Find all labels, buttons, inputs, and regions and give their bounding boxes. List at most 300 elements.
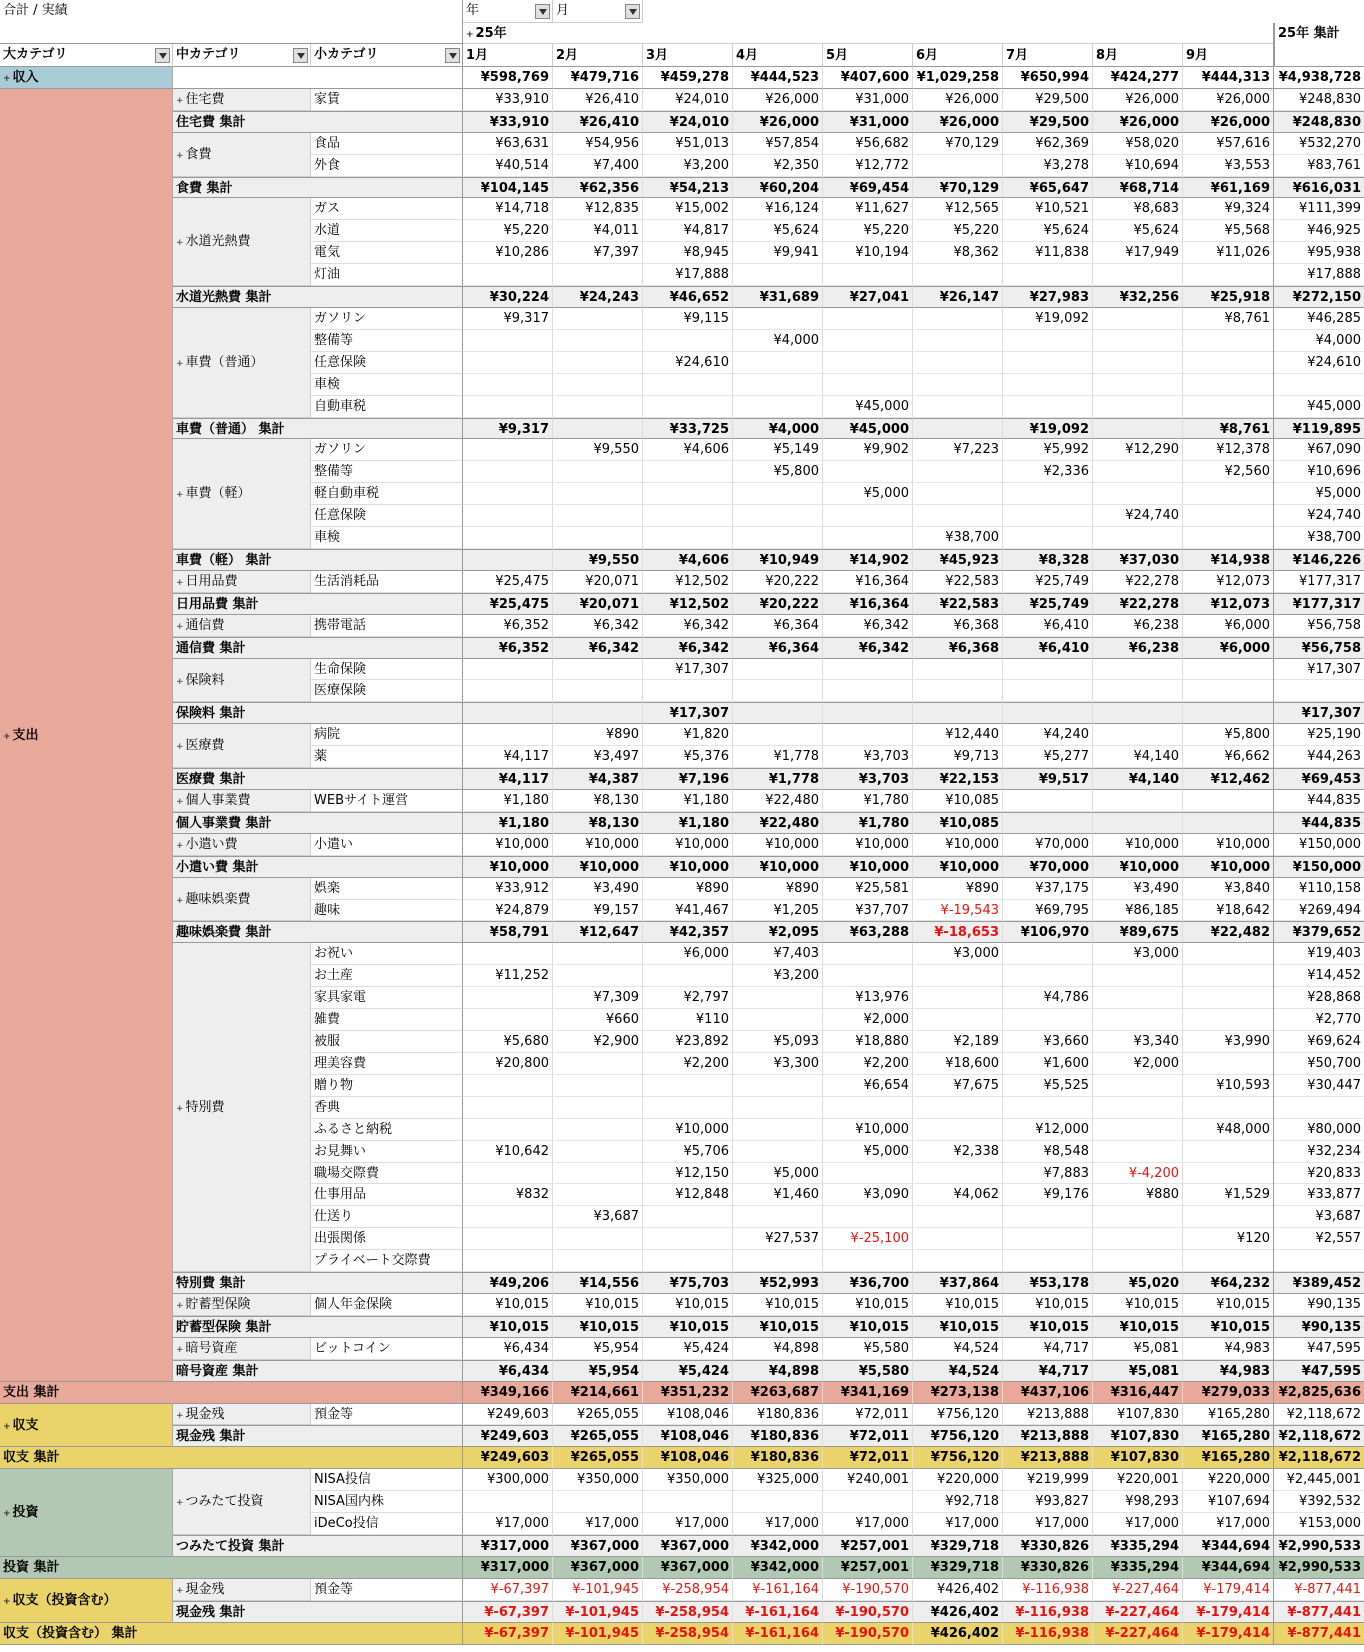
value-cell[interactable]: [823, 177, 913, 198]
value-cell[interactable]: [913, 505, 1003, 527]
row-total-cell[interactable]: [1274, 1513, 1364, 1535]
value-cell[interactable]: [1183, 264, 1274, 286]
expand-icon[interactable]: +: [176, 677, 184, 687]
row-total-cell[interactable]: [1274, 177, 1364, 198]
value-cell[interactable]: [733, 330, 823, 352]
value-cell[interactable]: [643, 1360, 733, 1382]
value-cell[interactable]: [1003, 1491, 1093, 1513]
value-cell[interactable]: [823, 987, 913, 1009]
value-cell[interactable]: [1183, 1360, 1274, 1382]
value-cell[interactable]: [643, 439, 733, 461]
value-cell[interactable]: [733, 878, 823, 900]
col-header-large[interactable]: [0, 44, 173, 67]
value-cell[interactable]: [913, 133, 1003, 155]
small-category[interactable]: [311, 1119, 463, 1141]
expand-icon[interactable]: +: [466, 30, 474, 40]
value-cell[interactable]: [1003, 1447, 1093, 1469]
value-cell[interactable]: [1093, 1250, 1183, 1272]
value-cell[interactable]: [1093, 1119, 1183, 1141]
value-cell[interactable]: [1183, 483, 1274, 505]
value-cell[interactable]: [553, 1447, 643, 1469]
value-cell[interactable]: [823, 1579, 913, 1601]
value-cell[interactable]: [1183, 1316, 1274, 1338]
filter-dropdown-icon[interactable]: [535, 4, 550, 19]
value-cell[interactable]: [1003, 1535, 1093, 1557]
value-cell[interactable]: [1183, 198, 1274, 220]
row-total-cell[interactable]: [1274, 900, 1364, 921]
value-cell[interactable]: [823, 1031, 913, 1053]
value-cell[interactable]: [913, 352, 1003, 374]
value-cell[interactable]: [1093, 1447, 1183, 1469]
value-cell[interactable]: [733, 593, 823, 615]
value-cell[interactable]: [733, 680, 823, 702]
value-cell[interactable]: [553, 1009, 643, 1031]
value-cell[interactable]: [913, 111, 1003, 133]
value-cell[interactable]: [733, 812, 823, 834]
value-cell[interactable]: [1003, 615, 1093, 637]
value-cell[interactable]: [1183, 1075, 1274, 1097]
value-cell[interactable]: [1003, 89, 1093, 111]
value-cell[interactable]: [1003, 1053, 1093, 1075]
value-cell[interactable]: [1183, 1447, 1274, 1469]
small-category[interactable]: [311, 615, 463, 637]
value-cell[interactable]: [1003, 1184, 1093, 1206]
value-cell[interactable]: [1183, 1272, 1274, 1294]
value-cell[interactable]: [1183, 834, 1274, 856]
value-cell[interactable]: [733, 1250, 823, 1272]
row-total-cell[interactable]: [1274, 746, 1364, 768]
value-cell[interactable]: [463, 746, 553, 768]
value-cell[interactable]: [463, 987, 553, 1009]
value-cell[interactable]: [733, 1141, 823, 1163]
value-cell[interactable]: [643, 943, 733, 965]
value-cell[interactable]: [1093, 396, 1183, 418]
value-cell[interactable]: [643, 352, 733, 374]
value-cell[interactable]: [643, 155, 733, 177]
value-cell[interactable]: [553, 1316, 643, 1338]
value-cell[interactable]: [553, 1184, 643, 1206]
value-cell[interactable]: [463, 264, 553, 286]
value-cell[interactable]: [1003, 680, 1093, 702]
value-cell[interactable]: [1003, 198, 1093, 220]
value-cell[interactable]: [1183, 220, 1274, 242]
value-cell[interactable]: [643, 1623, 733, 1645]
row-total-cell[interactable]: [1274, 352, 1364, 374]
value-cell[interactable]: [553, 1491, 643, 1513]
value-cell[interactable]: [913, 1053, 1003, 1075]
filter-dropdown-icon[interactable]: [155, 48, 170, 63]
row-total-cell[interactable]: [1274, 1338, 1364, 1360]
value-cell[interactable]: [1183, 155, 1274, 177]
value-cell[interactable]: [1093, 155, 1183, 177]
value-cell[interactable]: [463, 768, 553, 790]
value-cell[interactable]: [913, 177, 1003, 198]
value-cell[interactable]: [823, 374, 913, 396]
row-total-cell[interactable]: [1274, 242, 1364, 264]
row-total-cell[interactable]: [1274, 133, 1364, 155]
row-total-cell[interactable]: [1274, 724, 1364, 746]
value-cell[interactable]: [913, 155, 1003, 177]
small-category[interactable]: [311, 1206, 463, 1228]
value-cell[interactable]: [913, 571, 1003, 593]
value-cell[interactable]: [553, 812, 643, 834]
value-cell[interactable]: [733, 790, 823, 812]
row-total-cell[interactable]: [1274, 220, 1364, 242]
value-cell[interactable]: [1183, 1294, 1274, 1316]
value-cell[interactable]: [553, 1513, 643, 1535]
value-cell[interactable]: [823, 133, 913, 155]
value-cell[interactable]: [1183, 724, 1274, 746]
month-header[interactable]: [1003, 44, 1093, 67]
value-cell[interactable]: [463, 943, 553, 965]
value-cell[interactable]: [733, 987, 823, 1009]
value-cell[interactable]: [1093, 1141, 1183, 1163]
row-total-cell[interactable]: [1274, 286, 1364, 308]
value-cell[interactable]: [643, 1009, 733, 1031]
value-cell[interactable]: [733, 1469, 823, 1491]
value-cell[interactable]: [1093, 1535, 1183, 1557]
value-cell[interactable]: [733, 67, 823, 89]
value-cell[interactable]: [1003, 1250, 1093, 1272]
value-cell[interactable]: [1003, 571, 1093, 593]
category-income[interactable]: [0, 67, 173, 89]
value-cell[interactable]: [913, 1206, 1003, 1228]
small-category[interactable]: [311, 527, 463, 549]
value-cell[interactable]: [913, 1601, 1003, 1623]
month-header[interactable]: [913, 44, 1003, 67]
row-total-cell[interactable]: [1274, 878, 1364, 900]
value-cell[interactable]: [1183, 1557, 1274, 1579]
value-cell[interactable]: [1183, 702, 1274, 724]
value-cell[interactable]: [1183, 133, 1274, 155]
value-cell[interactable]: [733, 527, 823, 549]
value-cell[interactable]: [1093, 878, 1183, 900]
value-cell[interactable]: [1183, 921, 1274, 943]
value-cell[interactable]: [823, 461, 913, 483]
value-cell[interactable]: [1183, 1535, 1274, 1557]
row-total-cell[interactable]: [1274, 308, 1364, 330]
value-cell[interactable]: [643, 1316, 733, 1338]
expand-icon[interactable]: +: [176, 151, 184, 161]
value-cell[interactable]: [1183, 1250, 1274, 1272]
value-cell[interactable]: [643, 505, 733, 527]
value-cell[interactable]: [643, 1097, 733, 1119]
value-cell[interactable]: [463, 1075, 553, 1097]
value-cell[interactable]: [1093, 374, 1183, 396]
value-cell[interactable]: [643, 286, 733, 308]
value-cell[interactable]: [463, 1404, 553, 1425]
value-cell[interactable]: [1003, 1425, 1093, 1447]
small-category[interactable]: [311, 1031, 463, 1053]
value-cell[interactable]: [1093, 1360, 1183, 1382]
value-cell[interactable]: [913, 1579, 1003, 1601]
value-cell[interactable]: [1003, 505, 1093, 527]
value-cell[interactable]: [1183, 878, 1274, 900]
value-cell[interactable]: [913, 439, 1003, 461]
value-cell[interactable]: [643, 242, 733, 264]
value-cell[interactable]: [553, 1075, 643, 1097]
value-cell[interactable]: [733, 900, 823, 921]
value-cell[interactable]: [1093, 702, 1183, 724]
value-cell[interactable]: [913, 396, 1003, 418]
value-cell[interactable]: [1093, 659, 1183, 680]
value-cell[interactable]: [553, 680, 643, 702]
value-cell[interactable]: [913, 198, 1003, 220]
small-category[interactable]: [311, 965, 463, 987]
row-total-cell[interactable]: [1274, 680, 1364, 702]
value-cell[interactable]: [463, 1206, 553, 1228]
value-cell[interactable]: [913, 1623, 1003, 1645]
filter-dropdown-icon[interactable]: [445, 48, 460, 63]
value-cell[interactable]: [1183, 1382, 1274, 1404]
value-cell[interactable]: [1093, 571, 1183, 593]
value-cell[interactable]: [733, 461, 823, 483]
value-cell[interactable]: [1093, 812, 1183, 834]
small-category[interactable]: [311, 1250, 463, 1272]
value-cell[interactable]: [1183, 1404, 1274, 1425]
mid-category[interactable]: [173, 834, 311, 856]
value-cell[interactable]: [643, 1579, 733, 1601]
value-cell[interactable]: [1093, 1163, 1183, 1184]
value-cell[interactable]: [1003, 418, 1093, 439]
value-cell[interactable]: [1093, 352, 1183, 374]
value-cell[interactable]: [463, 1623, 553, 1645]
value-cell[interactable]: [1003, 155, 1093, 177]
value-cell[interactable]: [1183, 746, 1274, 768]
value-cell[interactable]: [823, 111, 913, 133]
value-cell[interactable]: [823, 1513, 913, 1535]
small-category[interactable]: [311, 461, 463, 483]
value-cell[interactable]: [463, 1557, 553, 1579]
value-cell[interactable]: [553, 505, 643, 527]
value-cell[interactable]: [463, 1382, 553, 1404]
value-cell[interactable]: [913, 461, 1003, 483]
value-cell[interactable]: [733, 571, 823, 593]
row-total-cell[interactable]: [1274, 1075, 1364, 1097]
value-cell[interactable]: [1183, 593, 1274, 615]
value-cell[interactable]: [1003, 856, 1093, 878]
value-cell[interactable]: [1093, 724, 1183, 746]
value-cell[interactable]: [1003, 220, 1093, 242]
value-cell[interactable]: [463, 177, 553, 198]
value-cell[interactable]: [1093, 987, 1183, 1009]
category-group[interactable]: [0, 1579, 173, 1623]
row-total-cell[interactable]: [1274, 659, 1364, 680]
value-cell[interactable]: [1003, 768, 1093, 790]
value-cell[interactable]: [643, 308, 733, 330]
value-cell[interactable]: [643, 1601, 733, 1623]
value-cell[interactable]: [1093, 965, 1183, 987]
value-cell[interactable]: [463, 680, 553, 702]
value-cell[interactable]: [913, 615, 1003, 637]
value-cell[interactable]: [913, 768, 1003, 790]
value-cell[interactable]: [1003, 1513, 1093, 1535]
mid-category[interactable]: [173, 1338, 311, 1360]
value-cell[interactable]: [733, 856, 823, 878]
value-cell[interactable]: [733, 1447, 823, 1469]
value-cell[interactable]: [823, 1404, 913, 1425]
value-cell[interactable]: [1183, 856, 1274, 878]
month-header[interactable]: [553, 44, 643, 67]
value-cell[interactable]: [553, 67, 643, 89]
value-cell[interactable]: [1183, 1338, 1274, 1360]
value-cell[interactable]: [1003, 724, 1093, 746]
value-cell[interactable]: [1093, 220, 1183, 242]
value-cell[interactable]: [643, 1338, 733, 1360]
value-cell[interactable]: [1093, 593, 1183, 615]
value-cell[interactable]: [643, 1053, 733, 1075]
value-cell[interactable]: [913, 242, 1003, 264]
row-total-cell[interactable]: [1274, 615, 1364, 637]
value-cell[interactable]: [1183, 1425, 1274, 1447]
value-cell[interactable]: [733, 1053, 823, 1075]
value-cell[interactable]: [1003, 527, 1093, 549]
small-category[interactable]: [311, 1009, 463, 1031]
value-cell[interactable]: [823, 505, 913, 527]
month-header[interactable]: [733, 44, 823, 67]
value-cell[interactable]: [1003, 264, 1093, 286]
value-cell[interactable]: [643, 1228, 733, 1250]
value-cell[interactable]: [463, 878, 553, 900]
value-cell[interactable]: [1183, 1119, 1274, 1141]
value-cell[interactable]: [1183, 177, 1274, 198]
value-cell[interactable]: [1003, 374, 1093, 396]
value-cell[interactable]: [463, 396, 553, 418]
value-cell[interactable]: [1183, 1491, 1274, 1513]
small-category[interactable]: [311, 220, 463, 242]
value-cell[interactable]: [1183, 242, 1274, 264]
row-total-cell[interactable]: [1274, 111, 1364, 133]
value-cell[interactable]: [463, 1316, 553, 1338]
value-cell[interactable]: [1093, 111, 1183, 133]
value-cell[interactable]: [643, 220, 733, 242]
value-cell[interactable]: [823, 637, 913, 659]
mid-category[interactable]: [173, 615, 311, 637]
value-cell[interactable]: [913, 1228, 1003, 1250]
value-cell[interactable]: [823, 834, 913, 856]
row-total-cell[interactable]: [1274, 856, 1364, 878]
value-cell[interactable]: [553, 1557, 643, 1579]
small-category[interactable]: [311, 1053, 463, 1075]
value-cell[interactable]: [463, 1053, 553, 1075]
value-cell[interactable]: [733, 1184, 823, 1206]
value-cell[interactable]: [463, 724, 553, 746]
value-cell[interactable]: [643, 593, 733, 615]
value-cell[interactable]: [823, 1206, 913, 1228]
expand-icon[interactable]: +: [176, 1586, 184, 1596]
value-cell[interactable]: [643, 1031, 733, 1053]
value-cell[interactable]: [553, 242, 643, 264]
value-cell[interactable]: [1183, 1623, 1274, 1645]
value-cell[interactable]: [913, 724, 1003, 746]
category-group[interactable]: [0, 1469, 173, 1557]
expand-icon[interactable]: +: [176, 96, 184, 106]
value-cell[interactable]: [823, 1075, 913, 1097]
value-cell[interactable]: [553, 264, 643, 286]
value-cell[interactable]: [913, 834, 1003, 856]
value-cell[interactable]: [643, 89, 733, 111]
value-cell[interactable]: [913, 812, 1003, 834]
value-cell[interactable]: [823, 1535, 913, 1557]
mid-category[interactable]: [173, 1404, 311, 1425]
value-cell[interactable]: [913, 1141, 1003, 1163]
value-cell[interactable]: [1183, 1053, 1274, 1075]
value-cell[interactable]: [733, 1535, 823, 1557]
value-cell[interactable]: [643, 1382, 733, 1404]
value-cell[interactable]: [1003, 1579, 1093, 1601]
value-cell[interactable]: [1093, 264, 1183, 286]
small-category[interactable]: [311, 790, 463, 812]
value-cell[interactable]: [1093, 1382, 1183, 1404]
row-total-cell[interactable]: [1274, 527, 1364, 549]
value-cell[interactable]: [643, 1447, 733, 1469]
value-cell[interactable]: [823, 1360, 913, 1382]
value-cell[interactable]: [553, 878, 643, 900]
value-cell[interactable]: [733, 418, 823, 439]
value-cell[interactable]: [1093, 615, 1183, 637]
value-cell[interactable]: [1093, 1579, 1183, 1601]
value-cell[interactable]: [643, 1250, 733, 1272]
value-cell[interactable]: [1003, 987, 1093, 1009]
value-cell[interactable]: [553, 921, 643, 943]
value-cell[interactable]: [553, 1404, 643, 1425]
value-cell[interactable]: [1003, 549, 1093, 571]
value-cell[interactable]: [643, 812, 733, 834]
value-cell[interactable]: [823, 659, 913, 680]
row-total-cell[interactable]: [1274, 790, 1364, 812]
small-category[interactable]: [311, 1228, 463, 1250]
value-cell[interactable]: [553, 352, 643, 374]
row-total-cell[interactable]: [1274, 1228, 1364, 1250]
value-cell[interactable]: [553, 834, 643, 856]
value-cell[interactable]: [733, 1294, 823, 1316]
value-cell[interactable]: [733, 396, 823, 418]
value-cell[interactable]: [733, 155, 823, 177]
value-cell[interactable]: [1003, 439, 1093, 461]
value-cell[interactable]: [1183, 330, 1274, 352]
value-cell[interactable]: [463, 1009, 553, 1031]
row-total-cell[interactable]: [1274, 1404, 1364, 1425]
value-cell[interactable]: [1183, 943, 1274, 965]
value-cell[interactable]: [913, 856, 1003, 878]
value-cell[interactable]: [643, 133, 733, 155]
value-cell[interactable]: [733, 1031, 823, 1053]
value-cell[interactable]: [913, 1535, 1003, 1557]
row-total-cell[interactable]: [1274, 987, 1364, 1009]
expand-icon[interactable]: +: [176, 359, 184, 369]
value-cell[interactable]: [643, 1272, 733, 1294]
value-cell[interactable]: [913, 1119, 1003, 1141]
value-cell[interactable]: [913, 1404, 1003, 1425]
value-cell[interactable]: [553, 1097, 643, 1119]
value-cell[interactable]: [553, 615, 643, 637]
expand-icon[interactable]: +: [3, 1422, 11, 1432]
value-cell[interactable]: [1183, 1097, 1274, 1119]
value-cell[interactable]: [823, 242, 913, 264]
value-cell[interactable]: [1183, 1141, 1274, 1163]
value-cell[interactable]: [643, 1294, 733, 1316]
small-category[interactable]: [311, 900, 463, 921]
value-cell[interactable]: [643, 1163, 733, 1184]
value-cell[interactable]: [733, 1623, 823, 1645]
value-cell[interactable]: [823, 1009, 913, 1031]
value-cell[interactable]: [823, 155, 913, 177]
value-cell[interactable]: [913, 1184, 1003, 1206]
small-category[interactable]: [311, 943, 463, 965]
value-cell[interactable]: [733, 1119, 823, 1141]
value-cell[interactable]: [643, 1404, 733, 1425]
value-cell[interactable]: [1003, 1469, 1093, 1491]
